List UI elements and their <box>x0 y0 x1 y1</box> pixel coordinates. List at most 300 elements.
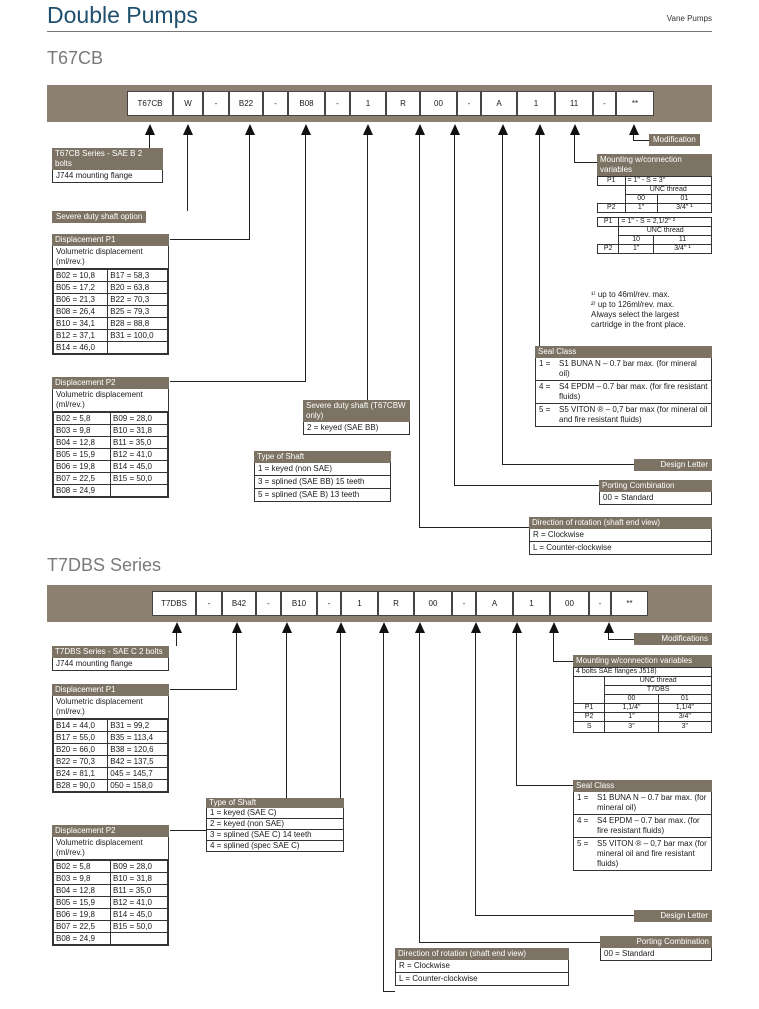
modification-label: Modifications <box>634 633 712 645</box>
seal-desc: S5 VITON ® – 0,7 bar max (for mineral oil and fire resistant fluids) <box>597 839 707 868</box>
table-row <box>598 245 712 254</box>
table-row <box>54 756 168 768</box>
porting-box <box>599 480 712 505</box>
table-cell: 01 <box>658 695 711 704</box>
leader-line <box>516 633 517 785</box>
code-cell: A <box>481 91 517 116</box>
leader-line <box>419 135 420 528</box>
mounting-box <box>573 655 712 733</box>
table-cell: B07 = 22,5 <box>54 473 111 485</box>
series-box <box>52 646 169 671</box>
leader-line <box>608 639 634 640</box>
code-cell: 1 <box>517 91 555 116</box>
leader-line <box>176 633 177 646</box>
table-row <box>598 218 712 227</box>
displacement-p2-box <box>52 377 169 498</box>
table-row <box>54 449 168 461</box>
series-body: J744 mounting flange <box>56 171 133 180</box>
table-cell: B17 = 58,3 <box>108 270 168 282</box>
table-cell: B15 = 50,0 <box>111 473 168 485</box>
pointer-arrow <box>183 124 193 135</box>
leader-line <box>475 915 634 916</box>
code-cell: - <box>203 91 229 116</box>
table-row <box>54 270 168 282</box>
leader-line <box>249 135 250 239</box>
table-cell: P1 <box>574 704 605 713</box>
leader-line <box>553 633 554 661</box>
table-row <box>598 236 712 245</box>
leader-line <box>236 633 237 689</box>
code-cell: B42 <box>222 591 256 616</box>
seal-desc: S4 EPDM – 0.7 bar max. (for fire resistant fluids) <box>559 382 708 401</box>
table-row <box>598 204 712 213</box>
table-cell: B04 = 12,8 <box>54 437 111 449</box>
table-cell: P2 <box>598 245 619 254</box>
code-cell: - <box>452 591 476 616</box>
seal-code: 1 = <box>577 793 589 802</box>
table-row <box>54 732 168 744</box>
disp-p2-table <box>53 412 168 497</box>
section-title-t67cb: T67CB <box>47 48 104 68</box>
code-band-t7dbs <box>47 585 712 622</box>
code-cell: 00 <box>550 591 589 616</box>
code-cell: B22 <box>229 91 263 116</box>
table-cell: 1" <box>605 713 658 722</box>
table-cell: 1" <box>625 204 657 213</box>
table-cell <box>111 485 168 497</box>
code-cell: - <box>263 91 288 116</box>
category-label: Vane Pumps <box>666 14 712 23</box>
rotation-row: R = Clockwise <box>533 530 584 539</box>
table-cell: B22 = 70,3 <box>108 294 168 306</box>
table-cell: B31 = 99,2 <box>108 720 168 732</box>
displacement-p1-box <box>52 684 169 793</box>
disp-p2-desc: Volumetric displacement (ml/rev.) <box>56 390 143 409</box>
table-cell: 050 = 158,0 <box>108 780 168 792</box>
shaft-type-row: 4 = splined (spec SAE C) <box>207 840 343 851</box>
mounting-table-b <box>597 217 712 254</box>
table-cell: 1,1/4" <box>605 704 658 713</box>
table-row <box>54 413 168 425</box>
table-cell: 3" <box>605 722 658 733</box>
design-letter-label: Design Letter <box>634 459 712 471</box>
table-cell: UNC thread <box>619 227 712 236</box>
table-row <box>54 744 168 756</box>
table-cell: B14 = 45,0 <box>111 461 168 473</box>
table-cell: = 1" - S = 3" <box>625 177 712 186</box>
table-cell: 11 <box>653 236 711 245</box>
table-cell: B20 = 66,0 <box>54 744 108 756</box>
table-cell: 01 <box>657 195 711 204</box>
pointer-arrow <box>549 622 559 633</box>
series-body: J744 mounting flange <box>56 659 133 668</box>
leader-line <box>454 485 599 486</box>
table-row <box>54 282 168 294</box>
code-cell: 1 <box>513 591 550 616</box>
table-cell: B04 = 12,8 <box>54 885 111 897</box>
table-cell: B08 = 24,9 <box>54 485 111 497</box>
table-cell: B28 = 88,8 <box>108 318 168 330</box>
code-cell: - <box>589 591 611 616</box>
severe-shaft-head: Severe duty shaft (T67CBW only) <box>303 400 410 422</box>
table-cell: B10 = 31,8 <box>111 873 168 885</box>
code-band-t67cb <box>47 85 712 122</box>
rotation-box <box>395 948 569 986</box>
rotation-head: Direction of rotation (shaft end view) <box>395 948 569 960</box>
section-title-t7dbs: T7DBS Series <box>47 555 162 575</box>
code-cell: T67CB <box>127 91 173 116</box>
pointer-arrow <box>232 622 242 633</box>
table-row <box>54 437 168 449</box>
table-cell: B10 = 34,1 <box>54 318 108 330</box>
table-cell: B25 = 79,3 <box>108 306 168 318</box>
table-cell: 10 <box>619 236 654 245</box>
seal-code: 4 = <box>539 382 551 391</box>
disp-p2-head: Displacement P2 <box>52 377 169 389</box>
leader-line <box>419 527 529 528</box>
table-cell: B12 = 41,0 <box>111 449 168 461</box>
table-row <box>54 473 168 485</box>
code-cell: R <box>378 591 414 616</box>
shaft-type-box <box>254 451 391 502</box>
seal-code: 4 = <box>577 816 589 825</box>
leader-line <box>170 381 306 382</box>
table-cell: B11 = 35,0 <box>111 437 168 449</box>
code-cell: - <box>256 591 281 616</box>
disp-p1-desc: Volumetric displacement (ml/rev.) <box>56 697 143 716</box>
mounting-head: Mounting w/connection variables <box>597 154 712 176</box>
shaft-type-row: 3 = splined (SAE C) 14 teeth <box>207 829 343 840</box>
leader-line <box>475 633 476 915</box>
table-cell: B11 = 35,0 <box>111 885 168 897</box>
seal-row <box>574 814 711 837</box>
pointer-arrow <box>512 622 522 633</box>
seal-row <box>536 403 711 426</box>
leader-line <box>170 689 237 690</box>
pointer-arrow <box>336 622 346 633</box>
table-cell: B22 = 70,3 <box>54 756 108 768</box>
pointer-arrow <box>172 622 182 633</box>
table-cell: B14 = 45,0 <box>111 909 168 921</box>
disp-p1-table <box>53 719 168 792</box>
table-row <box>574 668 712 677</box>
leader-line <box>419 633 420 942</box>
table-cell: B24 = 81,1 <box>54 768 108 780</box>
table-cell: 3/4" <box>658 713 711 722</box>
table-row <box>54 861 168 873</box>
table-cell: B12 = 37,1 <box>54 330 108 342</box>
shaft-type-row: 1 = keyed (SAE C) <box>210 808 277 817</box>
table-cell: B05 = 15,9 <box>54 897 111 909</box>
table-cell: B42 = 137,5 <box>108 756 168 768</box>
pointer-arrow <box>379 622 389 633</box>
table-cell: B06 = 21,3 <box>54 294 108 306</box>
pointer-arrow <box>570 124 580 135</box>
porting-body: 00 = Standard <box>603 493 654 502</box>
seal-code: 5 = <box>539 405 551 414</box>
table-row <box>54 425 168 437</box>
shaft-type-head: Type of Shaft <box>254 451 391 463</box>
disp-p2-table <box>53 860 168 945</box>
table-cell: S <box>574 722 605 733</box>
seal-class-head: Seal Class <box>573 780 712 792</box>
table-row <box>574 722 712 733</box>
table-cell: B20 = 63,8 <box>108 282 168 294</box>
mounting-box <box>597 154 712 254</box>
code-cell: ** <box>616 91 654 116</box>
table-row <box>54 780 168 792</box>
leader-line <box>539 135 540 346</box>
pointer-arrow <box>301 124 311 135</box>
table-cell: B14 = 44,0 <box>54 720 108 732</box>
table-row <box>54 885 168 897</box>
table-row <box>54 294 168 306</box>
table-cell: B03 = 9,8 <box>54 425 111 437</box>
table-row <box>54 768 168 780</box>
code-cell: B08 <box>288 91 325 116</box>
table-cell: B31 = 100,0 <box>108 330 168 342</box>
table-cell: P1 <box>598 218 619 227</box>
seal-row <box>574 837 711 870</box>
table-cell: B08 = 26,4 <box>54 306 108 318</box>
table-cell: UNC thread <box>625 186 712 195</box>
seal-desc: S1 BUNA N – 0.7 bar max. (for mineral oil) <box>559 359 697 378</box>
table-cell: P1 <box>598 177 626 186</box>
code-cell: R <box>386 91 420 116</box>
leader-line <box>516 785 573 786</box>
leader-line <box>553 661 573 662</box>
leader-line <box>170 239 250 240</box>
leader-line <box>502 135 503 464</box>
leader-line <box>574 135 575 162</box>
table-row <box>54 318 168 330</box>
note-line: Always select the largest <box>591 310 680 319</box>
table-row <box>54 306 168 318</box>
mounting-notes <box>591 290 712 330</box>
modification-label: Modification <box>649 134 700 146</box>
table-row <box>54 933 168 945</box>
disp-p1-head: Displacement P1 <box>52 234 169 246</box>
table-cell: B05 = 17,2 <box>54 282 108 294</box>
porting-head: Porting Combination <box>599 480 712 492</box>
pointer-arrow <box>535 124 545 135</box>
code-cell: 1 <box>341 591 378 616</box>
severe-option-label: Severe duty shaft option <box>52 211 146 223</box>
leader-line <box>383 633 384 991</box>
table-cell: UNC thread <box>605 677 712 686</box>
disp-p2-desc: Volumetric displacement (ml/rev.) <box>56 838 143 857</box>
code-cell: - <box>593 91 616 116</box>
seal-desc: S1 BUNA N – 0.7 bar max. (for mineral oil) <box>597 793 707 812</box>
series-head: T7DBS Series - SAE C 2 bolts <box>52 646 169 658</box>
pointer-arrow <box>471 622 481 633</box>
design-letter-label: Design Letter <box>634 910 712 922</box>
note-line: ¹⁾ up to 46ml/rev. max. <box>591 290 670 299</box>
table-cell: T7DBS <box>605 686 712 695</box>
table-cell: B02 = 5,8 <box>54 413 111 425</box>
table-cell: B07 = 22,5 <box>54 921 111 933</box>
table-cell: B02 = 10,8 <box>54 270 108 282</box>
table-row <box>54 921 168 933</box>
table-cell: B03 = 9,8 <box>54 873 111 885</box>
table-row <box>54 909 168 921</box>
code-cell: 11 <box>555 91 593 116</box>
code-cell: W <box>173 91 203 116</box>
table-cell: B15 = 50,0 <box>111 921 168 933</box>
table-cell: B35 = 113,4 <box>108 732 168 744</box>
rotation-row: L = Counter-clockwise <box>396 972 568 985</box>
leader-line <box>574 162 597 163</box>
pointer-arrow <box>450 124 460 135</box>
table-row <box>54 873 168 885</box>
seal-class-box <box>573 780 712 871</box>
table-row <box>598 186 712 195</box>
leader-line <box>305 135 306 381</box>
leader-line <box>383 991 395 992</box>
header-rule <box>47 31 712 32</box>
seal-code: 1 = <box>539 359 551 368</box>
table-cell: = 1" - S = 2,1/2" ² <box>619 218 712 227</box>
table-cell: B06 = 19,8 <box>54 461 111 473</box>
table-cell: B17 = 55,0 <box>54 732 108 744</box>
leader-line <box>633 140 649 141</box>
leader-line <box>340 633 341 800</box>
page-title: Double Pumps <box>47 2 198 28</box>
mounting-table <box>573 667 712 733</box>
severe-shaft-body: 2 = keyed (SAE BB) <box>307 423 379 432</box>
table-cell: 1" <box>619 245 654 254</box>
leader-line <box>367 135 368 400</box>
rotation-box <box>529 517 712 555</box>
pointer-arrow <box>604 622 614 633</box>
disp-p1-desc: Volumetric displacement (ml/rev.) <box>56 247 143 266</box>
table-row <box>574 713 712 722</box>
table-row <box>54 342 168 354</box>
rotation-row: L = Counter-clockwise <box>530 541 711 554</box>
seal-class-head: Seal Class <box>535 346 712 358</box>
mounting-table-a <box>597 176 712 213</box>
shaft-type-row: 2 = keyed (non SAE) <box>207 818 343 829</box>
shaft-type-row: 3 = splined (SAE BB) 15 teeth <box>255 475 390 488</box>
pointer-arrow <box>245 124 255 135</box>
code-cell: B10 <box>281 591 317 616</box>
shaft-type-row: 5 = splined (SAE B) 13 teeth <box>255 488 390 501</box>
table-cell: B05 = 15,9 <box>54 449 111 461</box>
code-cell: - <box>196 591 222 616</box>
table-cell: 3/4" ¹ <box>657 204 711 213</box>
severe-shaft-box <box>303 400 410 435</box>
pointer-arrow <box>498 124 508 135</box>
table-cell: P2 <box>598 204 626 213</box>
pointer-arrow <box>629 124 639 135</box>
note-line: ²⁾ up to 126ml/rev. max. <box>591 300 675 309</box>
table-row <box>54 485 168 497</box>
code-cell: - <box>317 591 341 616</box>
table-cell <box>111 933 168 945</box>
code-cell: - <box>457 91 481 116</box>
code-cell: - <box>325 91 350 116</box>
disp-p1-head: Displacement P1 <box>52 684 169 696</box>
table-cell: B06 = 19,8 <box>54 909 111 921</box>
code-cell: 00 <box>414 591 452 616</box>
porting-box <box>600 936 712 961</box>
table-row <box>574 677 712 686</box>
seal-code: 5 = <box>577 839 589 848</box>
table-cell: B14 = 46,0 <box>54 342 108 354</box>
table-cell: 4 bolts SAE flanges J518) <box>574 668 712 677</box>
seal-class-box <box>535 346 712 427</box>
table-cell: 3" <box>658 722 711 733</box>
displacement-p1-box <box>52 234 169 355</box>
pointer-arrow <box>415 622 425 633</box>
code-cell: 00 <box>420 91 457 116</box>
table-cell: 00 <box>605 695 658 704</box>
displacement-p2-box <box>52 825 169 946</box>
code-cell: T7DBS <box>152 591 196 616</box>
table-cell: 1,1/4" <box>658 704 711 713</box>
table-cell: B09 = 28,0 <box>111 861 168 873</box>
code-cell: 1 <box>350 91 386 116</box>
seal-desc: S5 VITON ® – 0,7 bar max (for mineral oil and fire resistant fluids) <box>559 405 708 424</box>
table-row <box>54 330 168 342</box>
rotation-head: Direction of rotation (shaft end view) <box>529 517 712 529</box>
series-head: T67CB Series - SAE B 2 bolts <box>52 148 163 170</box>
table-cell: B08 = 24,9 <box>54 933 111 945</box>
seal-row <box>574 792 711 814</box>
table-row <box>598 177 712 186</box>
note-line: cartridge in the front place. <box>591 320 686 329</box>
seal-desc: S4 EPDM – 0.7 bar max. (for fire resistant fluids) <box>597 816 700 835</box>
porting-body: 00 = Standard <box>604 949 655 958</box>
seal-row <box>536 358 711 380</box>
table-cell <box>108 342 168 354</box>
table-row <box>598 195 712 204</box>
shaft-type-head: Type of Shaft <box>206 798 344 808</box>
pointer-arrow <box>282 622 292 633</box>
shaft-type-box <box>206 798 344 852</box>
pointer-arrow <box>415 124 425 135</box>
table-cell: B10 = 31,8 <box>111 425 168 437</box>
table-cell: 3/4" ¹ <box>653 245 711 254</box>
code-cell: ** <box>611 591 648 616</box>
table-cell: P2 <box>574 713 605 722</box>
leader-line <box>454 135 455 485</box>
pointer-arrow <box>363 124 373 135</box>
table-cell: B38 = 120,6 <box>108 744 168 756</box>
table-cell: B09 = 28,0 <box>111 413 168 425</box>
seal-row <box>536 380 711 403</box>
table-row <box>574 686 712 695</box>
table-row <box>54 461 168 473</box>
porting-head: Porting Combination <box>600 936 712 948</box>
leader-line <box>149 135 150 148</box>
table-row <box>598 227 712 236</box>
table-cell: B02 = 5,8 <box>54 861 111 873</box>
table-cell: B12 = 41,0 <box>111 897 168 909</box>
leader-line <box>502 464 634 465</box>
table-cell: B28 = 90,0 <box>54 780 108 792</box>
code-cell: A <box>476 591 513 616</box>
disp-p2-head: Displacement P2 <box>52 825 169 837</box>
series-box <box>52 148 163 183</box>
table-row <box>574 695 712 704</box>
pointer-arrow <box>145 124 155 135</box>
table-row <box>54 897 168 909</box>
leader-line <box>187 135 188 211</box>
leader-line <box>419 942 600 943</box>
table-row <box>54 720 168 732</box>
mounting-head: Mounting w/connection variables <box>573 655 712 667</box>
